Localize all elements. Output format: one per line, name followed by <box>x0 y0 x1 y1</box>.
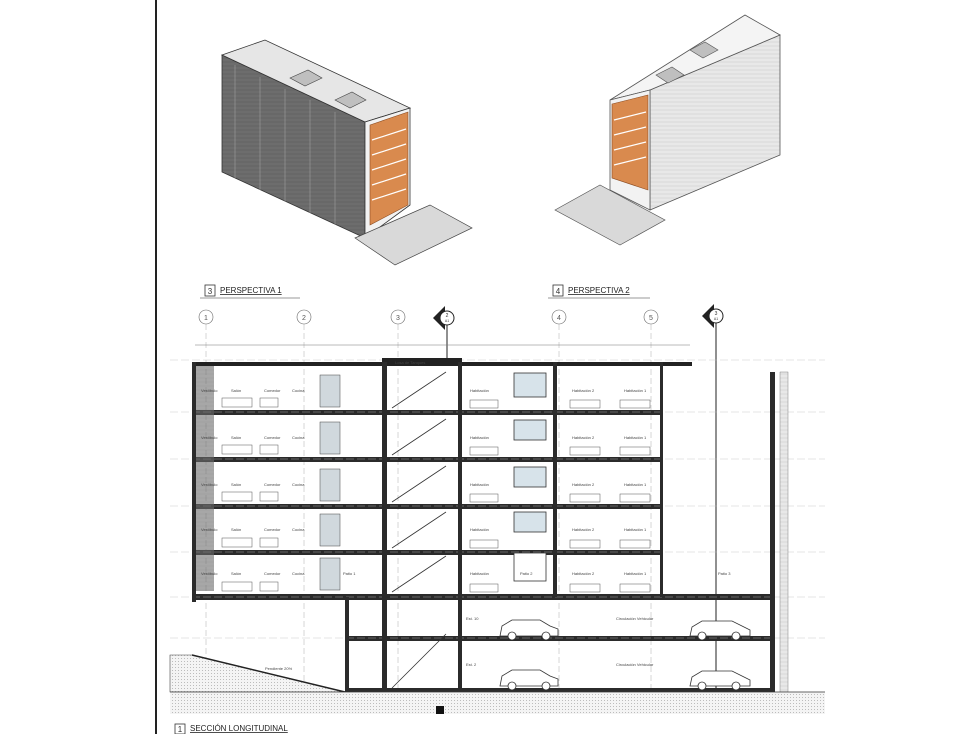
room-label: Habitación 2 <box>572 571 595 576</box>
circulation-label-level1: Circulación Vehicular <box>616 616 654 621</box>
view-number: 1 <box>177 725 183 734</box>
room-label: Vestíbulo <box>201 482 218 487</box>
room-label: Habitación 1 <box>624 482 647 487</box>
floor-room-labels <box>201 388 731 576</box>
view-title: PERSPECTIVA 1 <box>220 286 282 295</box>
perspective-1-drawing <box>222 40 472 265</box>
svg-text:3: 3 <box>396 315 400 322</box>
room-label: Habitación <box>470 571 489 576</box>
roof-label: Losa de Tanques <box>395 360 426 365</box>
parking-label-level2: Est. 2 <box>466 662 477 667</box>
room-label: Habitación <box>470 527 489 532</box>
room-label: Patio 1 <box>343 571 356 576</box>
room-label: Cocina <box>292 435 305 440</box>
room-label: Habitación 2 <box>572 482 595 487</box>
room-label: Cocina <box>292 527 305 532</box>
svg-text:3: 3 <box>714 311 718 317</box>
room-label: Patio 2 <box>520 571 533 576</box>
svg-text:2: 2 <box>445 313 449 319</box>
room-label: Cocina <box>292 482 305 487</box>
room-label: Salón <box>231 482 242 487</box>
view-title: PERSPECTIVA 2 <box>568 286 630 295</box>
room-label: Salón <box>231 527 242 532</box>
room-label: Salón <box>231 571 242 576</box>
room-label: Vestíbulo <box>201 571 218 576</box>
room-label: Comedor <box>264 571 281 576</box>
room-label: Habitación 2 <box>572 388 595 393</box>
room-label: Habitación 1 <box>624 388 647 393</box>
parked-cars <box>500 620 750 690</box>
longitudinal-section <box>170 345 825 714</box>
view-title-section <box>175 724 288 734</box>
view-number: 3 <box>207 287 213 296</box>
section-marker-2 <box>433 306 454 360</box>
svg-text:5: 5 <box>649 315 653 322</box>
perspective-2-drawing <box>555 15 780 245</box>
circulation-label-level2: Circulación Vehicular <box>616 662 654 667</box>
room-label: Habitación <box>470 435 489 440</box>
view-title: SECCIÓN LONGITUDINAL <box>190 724 288 733</box>
svg-text:A1: A1 <box>713 317 719 321</box>
room-label: Comedor <box>264 388 281 393</box>
room-label: Comedor <box>264 435 281 440</box>
room-label: Cocina <box>292 388 305 393</box>
room-label: Habitación <box>470 482 489 487</box>
room-label: Habitación <box>470 388 489 393</box>
svg-text:2: 2 <box>302 315 306 322</box>
room-label: Comedor <box>264 482 281 487</box>
view-title-perspective-2 <box>548 285 650 298</box>
room-label: Vestíbulo <box>201 435 218 440</box>
room-label: Salón <box>231 435 242 440</box>
view-title-perspective-1 <box>200 285 300 298</box>
room-label: Habitación 2 <box>572 527 595 532</box>
room-label: Salón <box>231 388 242 393</box>
room-label: Habitación 2 <box>572 435 595 440</box>
room-label: Vestíbulo <box>201 388 218 393</box>
svg-text:4: 4 <box>557 315 561 322</box>
room-label: Habitación 1 <box>624 527 647 532</box>
ramp-label: Pendiente 20% <box>265 666 293 671</box>
room-label: Comedor <box>264 527 281 532</box>
view-number: 4 <box>555 287 561 296</box>
room-label: Habitación 1 <box>624 571 647 576</box>
room-label: Cocina <box>292 571 305 576</box>
svg-text:A1: A1 <box>444 319 450 323</box>
room-label: Patio 3 <box>718 571 731 576</box>
room-label: Vestíbulo <box>201 527 218 532</box>
grid-axis-2 <box>297 310 311 695</box>
parking-label-level1: Est. 10 <box>466 616 479 621</box>
svg-text:1: 1 <box>204 315 208 322</box>
room-label: Habitación 1 <box>624 435 647 440</box>
